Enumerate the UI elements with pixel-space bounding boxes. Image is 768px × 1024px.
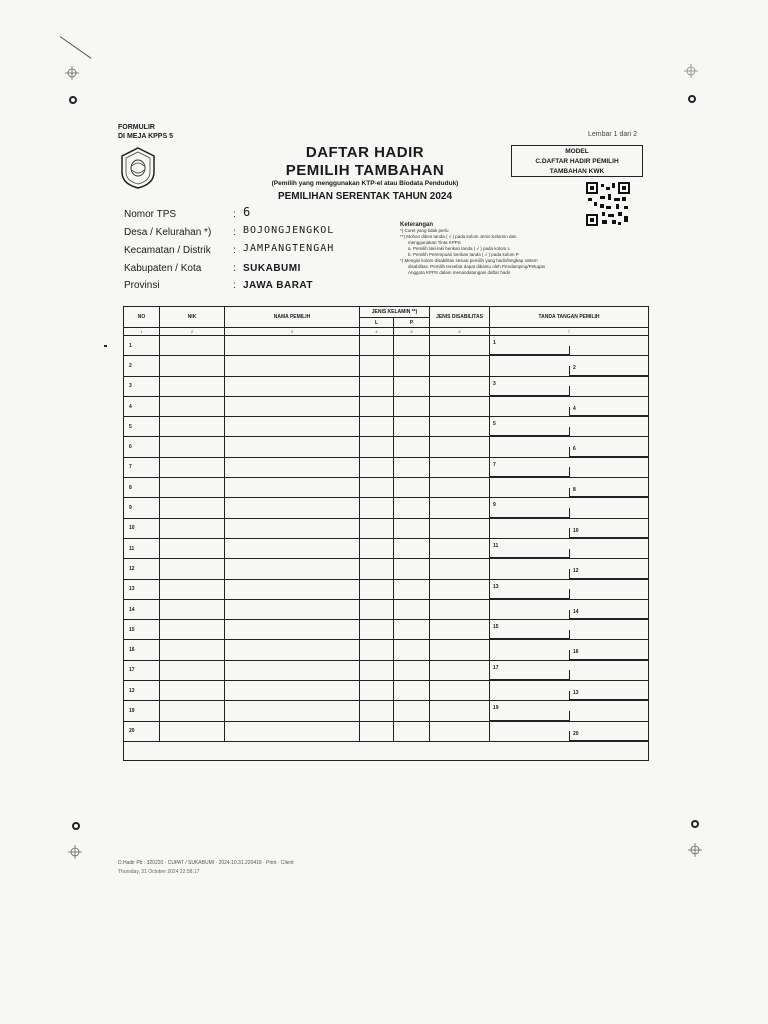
scan-artifact-dot xyxy=(104,345,107,347)
column-index-cell: 7 xyxy=(490,328,649,336)
gender-p-cell[interactable] xyxy=(394,559,430,579)
column-index-cell: 1 xyxy=(124,328,160,336)
signature-cell[interactable] xyxy=(490,559,649,579)
notes-line: disabilitas. Pemilih tersebut dapat dibantu oleh Pendamping/Petugas xyxy=(408,264,546,269)
disabilitas-cell[interactable] xyxy=(430,559,490,579)
signature-divider xyxy=(569,569,570,579)
gender-l-cell[interactable] xyxy=(360,498,394,518)
form-code-line2: DI MEJA KPPS 5 xyxy=(118,133,173,140)
signature-divider xyxy=(569,589,570,599)
column-index-cell: 2 xyxy=(160,328,225,336)
signature-divider xyxy=(569,731,570,741)
nama-cell[interactable] xyxy=(225,701,360,721)
column-index-cell: 3 xyxy=(225,328,360,336)
signature-cell[interactable] xyxy=(490,640,649,660)
signature-number: 9 xyxy=(493,502,496,509)
disabilitas-cell[interactable] xyxy=(430,457,490,477)
column-index-row xyxy=(124,328,649,336)
signature-divider xyxy=(569,467,570,477)
signature-number: 16 xyxy=(573,649,579,656)
row-number: 10 xyxy=(124,518,160,538)
punch-hole-icon xyxy=(72,822,80,830)
column-index-cell: 6 xyxy=(430,328,490,336)
disabilitas-cell[interactable] xyxy=(430,417,490,437)
notes-block xyxy=(400,222,640,276)
signature-number: 4 xyxy=(573,405,576,412)
nik-cell[interactable] xyxy=(160,518,225,538)
gender-p-cell[interactable] xyxy=(394,437,430,457)
table-footer-row xyxy=(124,741,649,760)
form-code-line1: FORMULIR xyxy=(118,124,155,131)
notes-line: b. Pemilih Perempuan berikan tanda ( √ ) pada kolom P xyxy=(408,252,519,257)
title-line2: PEMILIH TAMBAHAN xyxy=(285,162,445,179)
signature-divider xyxy=(569,691,570,701)
punch-hole-icon xyxy=(688,95,696,103)
nama-cell[interactable] xyxy=(225,721,360,741)
gender-l-cell[interactable] xyxy=(360,417,394,437)
gender-l-cell[interactable] xyxy=(360,437,394,457)
disabilitas-cell[interactable] xyxy=(430,336,490,356)
signature-number: 15 xyxy=(493,624,499,631)
nama-cell[interactable] xyxy=(225,376,360,396)
signature-divider xyxy=(569,508,570,518)
nik-cell[interactable] xyxy=(160,396,225,416)
nik-cell[interactable] xyxy=(160,660,225,680)
gender-l-cell[interactable] xyxy=(360,640,394,660)
registration-mark-icon xyxy=(68,845,82,859)
disabilitas-cell[interactable] xyxy=(430,376,490,396)
gender-l-cell[interactable] xyxy=(360,457,394,477)
field-colon: : xyxy=(233,245,236,256)
model-line3: TAMBAHAN KWK xyxy=(549,168,605,175)
signature-cell[interactable] xyxy=(490,457,649,477)
signature-cell[interactable] xyxy=(490,681,649,701)
gender-l-cell[interactable] xyxy=(360,721,394,741)
header-l: L xyxy=(360,318,394,328)
table-row xyxy=(124,538,649,558)
disabilitas-cell[interactable] xyxy=(430,701,490,721)
notes-line: *) Coret yang tidak perlu xyxy=(400,228,449,233)
table-row xyxy=(124,660,649,680)
gender-p-cell[interactable] xyxy=(394,538,430,558)
disabilitas-cell[interactable] xyxy=(430,660,490,680)
gender-l-cell[interactable] xyxy=(360,579,394,599)
gender-l-cell[interactable] xyxy=(360,518,394,538)
field-label-kecamatan: Kecamatan / Distrik xyxy=(124,245,211,256)
gender-l-cell[interactable] xyxy=(360,356,394,376)
header-p: P xyxy=(394,318,430,328)
nik-cell[interactable] xyxy=(160,681,225,701)
gender-p-cell[interactable] xyxy=(394,518,430,538)
nama-cell[interactable] xyxy=(225,620,360,640)
field-value-provinsi: JAWA BARAT xyxy=(243,280,313,291)
signature-cell[interactable] xyxy=(490,599,649,619)
signature-cell[interactable] xyxy=(490,396,649,416)
column-index-cell: 5 xyxy=(394,328,430,336)
signature-cell[interactable] xyxy=(490,437,649,457)
gender-l-cell[interactable] xyxy=(360,620,394,640)
table-row xyxy=(124,681,649,701)
row-number: 4 xyxy=(124,396,160,416)
disabilitas-cell[interactable] xyxy=(430,620,490,640)
nik-cell[interactable] xyxy=(160,701,225,721)
gender-l-cell[interactable] xyxy=(360,376,394,396)
disabilitas-cell[interactable] xyxy=(430,356,490,376)
nama-cell[interactable] xyxy=(225,437,360,457)
table-row xyxy=(124,437,649,457)
row-number: 9 xyxy=(124,498,160,518)
field-label-provinsi: Provinsi xyxy=(124,280,160,291)
attendance-table xyxy=(123,306,649,761)
disabilitas-cell[interactable] xyxy=(430,721,490,741)
gender-l-cell[interactable] xyxy=(360,478,394,498)
table-row xyxy=(124,518,649,538)
disabilitas-cell[interactable] xyxy=(430,579,490,599)
signature-number: 7 xyxy=(493,461,496,468)
table-row xyxy=(124,457,649,477)
nik-cell[interactable] xyxy=(160,599,225,619)
signature-cell[interactable] xyxy=(490,356,649,376)
model-line1: MODEL xyxy=(565,148,589,155)
gender-l-cell[interactable] xyxy=(360,396,394,416)
title-line1: DAFTAR HADIR xyxy=(305,144,425,161)
signature-number: 14 xyxy=(573,608,579,615)
signature-divider xyxy=(569,549,570,559)
column-index-cell: 4 xyxy=(360,328,394,336)
model-line2: C.DAFTAR HADIR PEMILIH xyxy=(535,158,619,165)
signature-number: 12 xyxy=(573,568,579,575)
table-row xyxy=(124,579,649,599)
gender-p-cell[interactable] xyxy=(394,620,430,640)
nama-cell[interactable] xyxy=(225,396,360,416)
row-number: 1 xyxy=(124,336,160,356)
gender-p-cell[interactable] xyxy=(394,336,430,356)
signature-cell[interactable] xyxy=(490,498,649,518)
field-label-kabupaten: Kabupaten / Kota xyxy=(124,263,202,274)
nik-cell[interactable] xyxy=(160,417,225,437)
field-value-nomor-tps: 6 xyxy=(243,205,252,219)
row-number: 16 xyxy=(124,640,160,660)
row-number: 11 xyxy=(124,538,160,558)
punch-hole-icon xyxy=(69,96,77,104)
table-row xyxy=(124,620,649,640)
table-row xyxy=(124,356,649,376)
nik-cell[interactable] xyxy=(160,721,225,741)
print-footer-line1: D.Hadir Pb : 320220 · CUPAT / SUKABUMI · 2024.10.31.220418 · Print · Client xyxy=(118,860,294,866)
nik-cell[interactable] xyxy=(160,437,225,457)
gender-p-cell[interactable] xyxy=(394,356,430,376)
notes-line: a. Pemilih laki-laki berikan tanda ( √ ) pada kolom L xyxy=(408,246,511,251)
header-nik: NIK xyxy=(160,307,225,328)
qr-code-icon xyxy=(586,182,630,226)
table-row xyxy=(124,417,649,437)
form-code xyxy=(118,123,173,141)
header-disabilitas: JENIS DISABILITAS xyxy=(430,307,490,328)
signature-number: 3 xyxy=(493,380,496,387)
nama-cell[interactable] xyxy=(225,640,360,660)
header-nama: NAMA PEMILIH xyxy=(225,307,360,328)
notes-line: Anggota KPPS dalam menandatangani daftar hadir xyxy=(408,270,511,275)
table-row xyxy=(124,336,649,356)
disabilitas-cell[interactable] xyxy=(430,640,490,660)
signature-divider xyxy=(569,366,570,376)
table-row xyxy=(124,599,649,619)
signature-number: 6 xyxy=(573,446,576,453)
gender-l-cell[interactable] xyxy=(360,538,394,558)
signature-divider xyxy=(569,630,570,640)
row-number: 13 xyxy=(124,579,160,599)
header-no: NO xyxy=(124,307,160,328)
notes-line: **) Mohon diberi tanda ( √ ) pada kolom Jenis Kelamin dan xyxy=(400,234,517,239)
nik-cell[interactable] xyxy=(160,498,225,518)
row-number: 8 xyxy=(124,478,160,498)
gender-p-cell[interactable] xyxy=(394,396,430,416)
field-value-kabupaten: SUKABUMI xyxy=(243,263,301,274)
gender-l-cell[interactable] xyxy=(360,701,394,721)
row-number: 12 xyxy=(124,559,160,579)
field-colon: : xyxy=(233,209,236,220)
signature-line xyxy=(569,740,648,741)
nama-cell[interactable] xyxy=(225,559,360,579)
scan-artifact-line xyxy=(60,36,92,59)
signature-divider xyxy=(569,488,570,498)
row-number: 3 xyxy=(124,376,160,396)
kpu-logo-icon xyxy=(118,146,158,190)
nik-cell[interactable] xyxy=(160,538,225,558)
gender-p-cell[interactable] xyxy=(394,478,430,498)
table-row xyxy=(124,640,649,660)
signature-number: 13 xyxy=(573,690,579,697)
signature-cell[interactable] xyxy=(490,518,649,538)
gender-p-cell[interactable] xyxy=(394,579,430,599)
row-number: 14 xyxy=(124,599,160,619)
field-colon: : xyxy=(233,280,236,291)
field-colon: : xyxy=(233,263,236,274)
signature-divider xyxy=(569,670,570,680)
row-number: 17 xyxy=(124,660,160,680)
table-row xyxy=(124,396,649,416)
row-number: 13 xyxy=(124,681,160,701)
signature-number: 8 xyxy=(573,487,576,494)
signature-divider xyxy=(569,447,570,457)
signature-cell[interactable] xyxy=(490,538,649,558)
signature-divider xyxy=(569,386,570,396)
signature-cell[interactable] xyxy=(490,376,649,396)
nik-cell[interactable] xyxy=(160,620,225,640)
field-value-desa: BOJONGJENGKOL xyxy=(243,225,335,236)
nama-cell[interactable] xyxy=(225,457,360,477)
gender-p-cell[interactable] xyxy=(394,498,430,518)
row-number: 19 xyxy=(124,701,160,721)
nama-cell[interactable] xyxy=(225,538,360,558)
notes-line: *) Mengisi kolom disabilitas sesuai pemilih yang hadir/lengkap sistem xyxy=(400,258,538,263)
gender-p-cell[interactable] xyxy=(394,457,430,477)
gender-l-cell[interactable] xyxy=(360,559,394,579)
disabilitas-cell[interactable] xyxy=(430,681,490,701)
nama-cell[interactable] xyxy=(225,417,360,437)
nik-cell[interactable] xyxy=(160,478,225,498)
nik-cell[interactable] xyxy=(160,376,225,396)
punch-hole-icon xyxy=(691,820,699,828)
disabilitas-cell[interactable] xyxy=(430,396,490,416)
signature-number: 13 xyxy=(493,583,499,590)
disabilitas-cell[interactable] xyxy=(430,538,490,558)
table-row xyxy=(124,559,649,579)
row-number: 5 xyxy=(124,417,160,437)
gender-p-cell[interactable] xyxy=(394,721,430,741)
gender-p-cell[interactable] xyxy=(394,640,430,660)
gender-p-cell[interactable] xyxy=(394,701,430,721)
field-value-kecamatan: JAMPANGTENGAH xyxy=(243,243,335,254)
disabilitas-cell[interactable] xyxy=(430,498,490,518)
notes-title: Keterangan xyxy=(400,222,434,228)
nik-cell[interactable] xyxy=(160,457,225,477)
signature-number: 20 xyxy=(573,730,579,737)
signature-number: 19 xyxy=(493,705,499,712)
table-row xyxy=(124,478,649,498)
signature-cell[interactable] xyxy=(490,620,649,640)
nama-cell[interactable] xyxy=(225,518,360,538)
table-row xyxy=(124,498,649,518)
gender-p-cell[interactable] xyxy=(394,417,430,437)
signature-cell[interactable] xyxy=(490,660,649,680)
field-label-desa: Desa / Kelurahan *) xyxy=(124,227,212,238)
gender-l-cell[interactable] xyxy=(360,599,394,619)
model-box xyxy=(511,145,643,177)
nama-cell[interactable] xyxy=(225,660,360,680)
signature-cell[interactable] xyxy=(490,478,649,498)
gender-p-cell[interactable] xyxy=(394,376,430,396)
nama-cell[interactable] xyxy=(225,356,360,376)
header-jenis-kelamin: JENIS KELAMIN **) xyxy=(360,307,430,318)
nama-cell[interactable] xyxy=(225,579,360,599)
field-label-nomor-tps: Nomor TPS xyxy=(124,209,177,220)
nik-cell[interactable] xyxy=(160,336,225,356)
signature-number: 17 xyxy=(493,664,499,671)
nik-cell[interactable] xyxy=(160,640,225,660)
signature-number: 11 xyxy=(493,542,499,549)
disabilitas-cell[interactable] xyxy=(430,437,490,457)
document-subtitle: (Pemilih yang menggunakan KTP-el atau Biodata Penduduk) xyxy=(271,180,459,187)
nik-cell[interactable] xyxy=(160,559,225,579)
signature-number: 10 xyxy=(573,527,579,534)
gender-p-cell[interactable] xyxy=(394,599,430,619)
table-row xyxy=(124,376,649,396)
nama-cell[interactable] xyxy=(225,599,360,619)
signature-divider xyxy=(569,610,570,620)
signature-divider xyxy=(569,346,570,356)
signature-divider xyxy=(569,427,570,437)
signature-cell[interactable] xyxy=(490,336,649,356)
registration-mark-icon xyxy=(65,66,79,80)
table-row xyxy=(124,721,649,741)
disabilitas-cell[interactable] xyxy=(430,518,490,538)
signature-cell[interactable] xyxy=(490,721,649,741)
signature-number: 5 xyxy=(493,421,496,428)
print-footer-line2: Thursday, 31 October 2024 22:58:17 xyxy=(118,869,200,875)
page-indicator: Lembar 1 dari 2 xyxy=(588,131,638,138)
registration-mark-icon xyxy=(688,843,702,857)
signature-number: 1 xyxy=(493,340,496,346)
nama-cell[interactable] xyxy=(225,336,360,356)
nama-cell[interactable] xyxy=(225,478,360,498)
document-title xyxy=(230,144,500,180)
signature-number: 2 xyxy=(573,365,576,372)
table-footer-cell xyxy=(124,741,649,760)
disabilitas-cell[interactable] xyxy=(430,478,490,498)
nama-cell[interactable] xyxy=(225,498,360,518)
row-number: 7 xyxy=(124,457,160,477)
notes-line: menggunakan Tinta KPPS xyxy=(408,240,461,245)
disabilitas-cell[interactable] xyxy=(430,599,490,619)
gender-p-cell[interactable] xyxy=(394,660,430,680)
gender-p-cell[interactable] xyxy=(394,681,430,701)
row-number: 6 xyxy=(124,437,160,457)
nama-cell[interactable] xyxy=(225,681,360,701)
gender-l-cell[interactable] xyxy=(360,660,394,680)
signature-divider xyxy=(569,528,570,538)
election-title: PEMILIHAN SERENTAK TAHUN 2024 xyxy=(277,191,453,202)
gender-l-cell[interactable] xyxy=(360,336,394,356)
signature-divider xyxy=(569,711,570,721)
signature-cell[interactable] xyxy=(490,417,649,437)
row-number: 15 xyxy=(124,620,160,640)
field-colon: : xyxy=(233,227,236,238)
table-row xyxy=(124,701,649,721)
table-body xyxy=(124,336,649,742)
row-number: 2 xyxy=(124,356,160,376)
signature-cell[interactable] xyxy=(490,579,649,599)
row-number: 20 xyxy=(124,721,160,741)
signature-divider xyxy=(569,650,570,660)
signature-cell[interactable] xyxy=(490,701,649,721)
signature-divider xyxy=(569,407,570,417)
registration-mark-icon xyxy=(684,64,698,78)
nik-cell[interactable] xyxy=(160,356,225,376)
gender-l-cell[interactable] xyxy=(360,681,394,701)
header-ttd: TANDA TANGAN PEMILIH xyxy=(490,307,649,328)
nik-cell[interactable] xyxy=(160,579,225,599)
